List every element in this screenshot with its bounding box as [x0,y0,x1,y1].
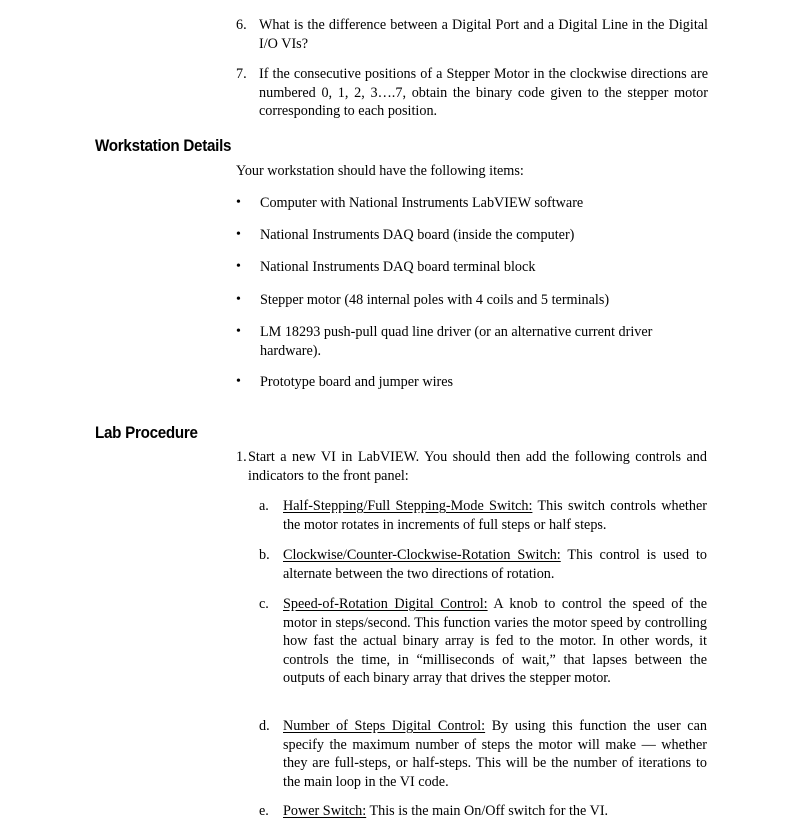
bullet-icon: • [236,292,241,307]
list-item: • National Instruments DAQ board (inside the computer) [236,227,575,243]
question-text: If the consecutive positions of a Stepper Motor in the clockwise directions are numbered 0, 1, 2, 3….7, obtain the binary code given to the stepper motor corresponding to each position. [259,66,708,120]
step-number: 1. [236,449,247,465]
bullet-icon: • [236,259,241,274]
bullet-icon: • [236,227,241,242]
sub-item-d [259,717,707,791]
question-number: 6. [236,17,247,33]
sub-item-c [259,595,707,688]
list-item: • Prototype board and jumper wires [236,374,454,390]
sub-item-term: Number of Steps Digital Control: [283,718,486,734]
bullet-icon: • [236,195,241,210]
procedure-heading: Lab Procedure [95,424,198,442]
sub-item-desc: This is the main On/Off switch for the VI. [366,803,609,819]
sub-item-e [259,802,707,821]
sub-item-desc: By using this function the user can specify the maximum number of steps the motor will make — whether they are full-steps, or half-steps. This will be the number of iterations to the main loop in the VI code. [283,718,707,790]
sub-item-term: Speed-of-Rotation Digital Control: [283,596,488,612]
sub-item-term: Half-Stepping/Full Stepping-Mode Switch: [283,498,533,514]
sub-item-letter: e. [259,803,269,819]
question-6 [236,16,708,53]
workstation-intro: Your workstation should have the following items: [236,163,524,179]
bullet-icon: • [236,324,241,339]
sub-item-letter: b. [259,547,270,563]
question-text: What is the difference between a Digital Port and a Digital Line in the Digital I/O VIs? [259,17,708,52]
question-number: 7. [236,66,247,82]
list-item: • National Instruments DAQ board terminal block [236,259,536,275]
list-item: • Stepper motor (48 internal poles with 4 coils and 5 terminals) [236,292,610,308]
workstation-heading: Workstation Details [95,137,232,155]
sub-item-b [259,546,707,583]
sub-item-a [259,497,707,534]
sub-item-term: Clockwise/Counter-Clockwise-Rotation Switch: [283,547,561,563]
bullet-icon: • [236,374,241,389]
sub-item-desc: A knob to control the speed of the motor in steps/second. This function varies the motor speed by controlling how fast the actual binary array is fed to the motor. In other words, it controls the time, in “milliseconds of wait,” that lapses between the outputs of each binary array that drives the stepper motor. [283,596,707,687]
list-item: • Computer with National Instruments LabVIEW software [236,195,584,211]
list-item: • LM 18293 push-pull quad line driver (or an alternative current driver hardware). [236,324,653,359]
sub-item-desc: This control is used to alternate between the two directions of rotation. [283,547,707,582]
sub-item-term: Power Switch: [283,803,367,819]
procedure-step-1 [236,448,707,485]
step-text: Start a new VI in LabVIEW. You should then add the following controls and indicators to the front panel: [248,449,707,484]
question-7 [236,65,708,121]
sub-item-letter: a. [259,498,269,514]
sub-item-letter: c. [259,596,269,612]
sub-item-desc: This switch controls whether the motor rotates in increments of full steps or half steps. [283,498,707,533]
sub-item-letter: d. [259,718,270,734]
